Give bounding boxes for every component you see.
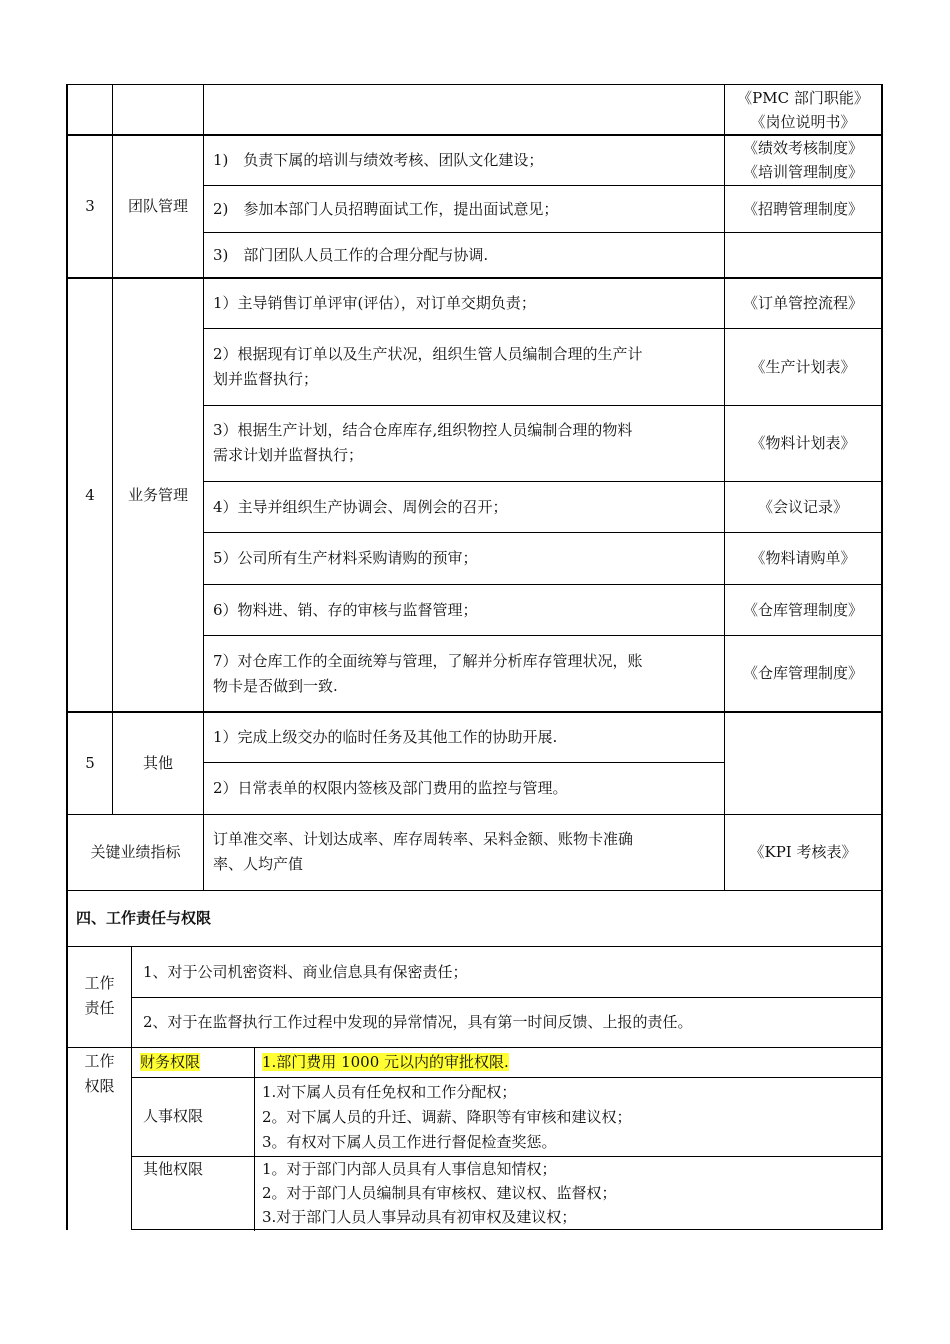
team-item-2: 2) 参加本部门人员招聘面试工作，提出面试意见； [213,199,559,218]
finance-authority-label: 财务权限 [140,1053,201,1071]
hr-authority-label: 人事权限 [143,1107,204,1125]
doc-training-system: 《培训管理制度》 [742,163,863,181]
responsibility-item-2: 2、对于在监督执行工作过程中发现的异常情况，具有第一时间反馈、上报的责任。 [143,1013,693,1031]
doc-purchase-request: 《物料请购单》 [750,549,856,567]
authority-label-line1: 工作 [84,1052,115,1070]
row-number: 4 [85,485,95,504]
doc-job-description: 《岗位说明书》 [750,113,856,131]
doc-material-plan: 《物料计划表》 [750,434,856,452]
kpi-text-line2: 率、人均产值 [213,855,304,873]
business-item-7-line1: 7）对仓库工作的全面统筹与管理，了解并分析库存管理状况，账 [213,652,643,670]
doc-recruitment-system: 《招聘管理制度》 [742,199,863,218]
row-number: 5 [85,754,95,772]
responsibility-label-line1: 工作 [84,974,115,992]
doc-warehouse-system: 《仓库管理制度》 [742,600,863,619]
business-item-2-line2: 划并监督执行； [213,370,319,388]
other-authority-item-3: 3.对于部门人员人事异动具有初审权及建议权； [262,1208,577,1226]
category-label: 团队管理 [127,197,188,215]
responsibility-label-line2: 责任 [84,999,115,1017]
doc-meeting-record: 《会议记录》 [757,497,848,516]
team-item-1: 1) 负责下属的培训与绩效考核、团队文化建设； [213,151,544,169]
authority-label-line2: 权限 [84,1077,115,1095]
business-item-5: 5）公司所有生产材料采购请购的预审； [213,549,478,567]
business-item-3-line1: 3）根据生产计划，结合仓库库存,组织物控人员编制合理的物料 [213,421,633,439]
section-title: 四、工作责任与权限 [76,909,212,927]
hr-authority-item-2: 2。对下属人员的升迁、调薪、降职等有审核和建议权； [262,1108,632,1126]
doc-production-plan: 《生产计划表》 [750,357,856,376]
team-item-3: 3) 部门团队人员工作的合理分配与协调. [213,245,489,264]
other-item-1: 1）完成上级交办的临时任务及其他工作的协助开展. [213,728,558,746]
other-authority-item-2: 2。对于部门人员编制具有审核权、建议权、监督权； [262,1184,617,1202]
business-item-6: 6）物料进、销、存的审核与监督管理； [213,600,478,619]
doc-pmc-functions: 《PMC 部门职能》 [737,89,869,107]
business-item-3-line2: 需求计划并监督执行； [213,446,364,464]
category-label: 业务管理 [127,485,188,504]
finance-authority-item-1: 1.部门费用 1000 元以内的审批权限. [262,1053,509,1071]
doc-warehouse-system: 《仓库管理制度》 [742,664,863,682]
category-label: 其他 [142,754,173,772]
business-item-4: 4）主导并组织生产协调会、周例会的召开； [213,497,508,516]
business-item-7-line2: 物卡是否做到一致. [213,677,338,695]
hr-authority-item-3: 3。有权对下属人员工作进行督促检查奖惩。 [262,1133,557,1151]
hr-authority-item-1: 1.对下属人员有任免权和工作分配权； [262,1083,517,1101]
kpi-label: 关键业绩指标 [90,843,181,861]
business-item-1: 1）主导销售订单评审(评估），对订单交期负责； [213,294,536,312]
business-item-2-line1: 2）根据现有订单以及生产状况，组织生管人员编制合理的生产计 [213,345,643,363]
doc-performance-system: 《绩效考核制度》 [742,139,863,157]
doc-order-control: 《订单管控流程》 [742,294,863,312]
other-authority-item-1: 1。对于部门内部人员具有人事信息知情权； [262,1160,557,1178]
kpi-text-line1: 订单准交率、计划达成率、库存周转率、呆料金额、账物卡准确 [213,830,634,848]
doc-kpi-sheet: 《KPI 考核表》 [749,843,857,861]
other-authority-label: 其他权限 [143,1160,204,1178]
row-number: 3 [85,197,95,215]
responsibility-item-1: 1、对于公司机密资料、商业信息具有保密责任； [143,962,468,981]
other-item-2: 2）日常表单的权限内签核及部门费用的监控与管理。 [213,779,568,797]
